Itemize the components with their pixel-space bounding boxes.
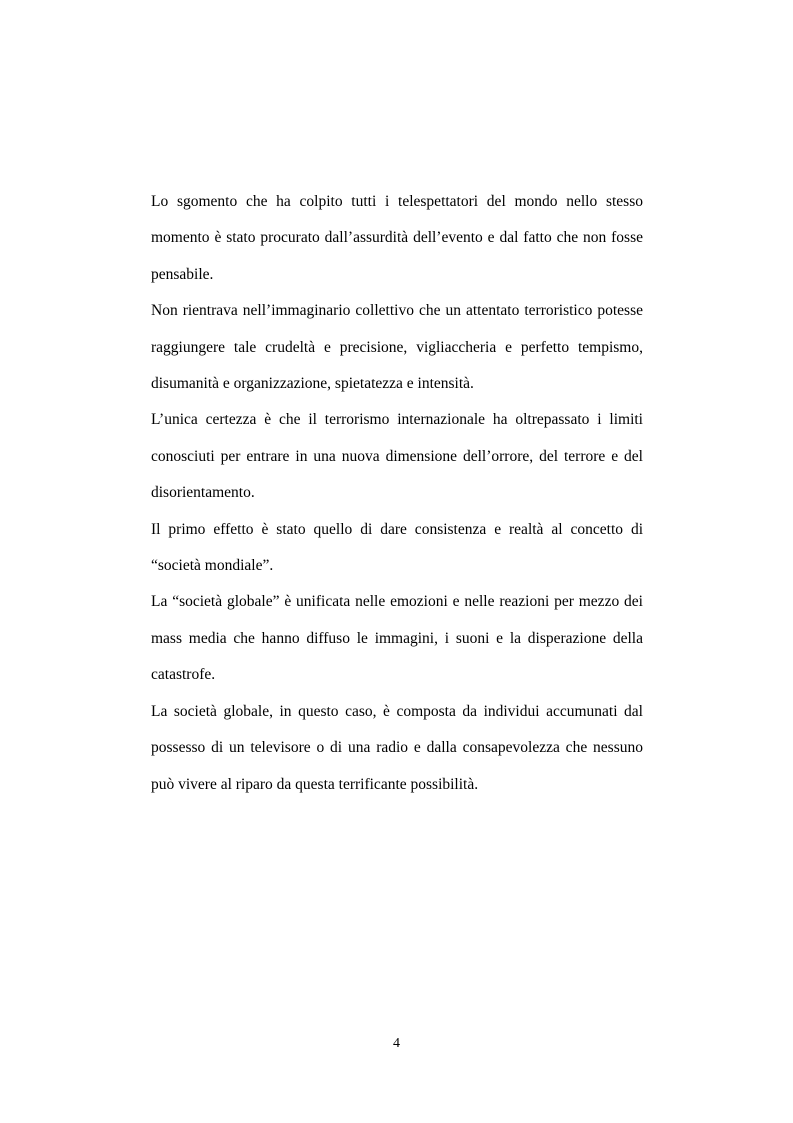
paragraph-sgomento: Lo sgomento che ha colpito tutti i telespettatori del mondo nello stesso momento è stato procurato dall’assurdità dell’evento e dal fatto che non fosse pensabile.: [151, 193, 643, 283]
page-number: 4: [393, 1036, 400, 1051]
paragraph-composizione: La società globale, in questo caso, è composta da individui accumunati dal possesso di un televisore o di una radio e dalla consapevolezza che nessuno può vivere al riparo da questa terrificante possibilità.: [151, 702, 643, 793]
paragraph-primo-effetto: Il primo effetto è stato quello di dare consistenza e realtà al concetto di “società mondiale”.: [151, 520, 643, 575]
paragraph-immaginario: Non rientrava nell’immaginario collettivo che un attentato terroristico potesse raggiungere tale crudeltà e precisione, vigliaccheria e perfetto tempismo, disumanità e organizzazione, spietatezza e intensità.: [151, 302, 643, 393]
paragraph-certezza: L’unica certezza è che il terrorismo internazionale ha oltrepassato i limiti conosciuti per entrare in una nuova dimensione dell’orrore, del terrore e del disorientamento.: [151, 411, 643, 502]
paragraph-societa-globale: La “società globale” è unificata nelle emozioni e nelle reazioni per mezzo dei mass media che hanno diffuso le immagini, i suoni e la disperazione della catastrofe.: [151, 593, 643, 684]
body-text: [151, 184, 643, 803]
